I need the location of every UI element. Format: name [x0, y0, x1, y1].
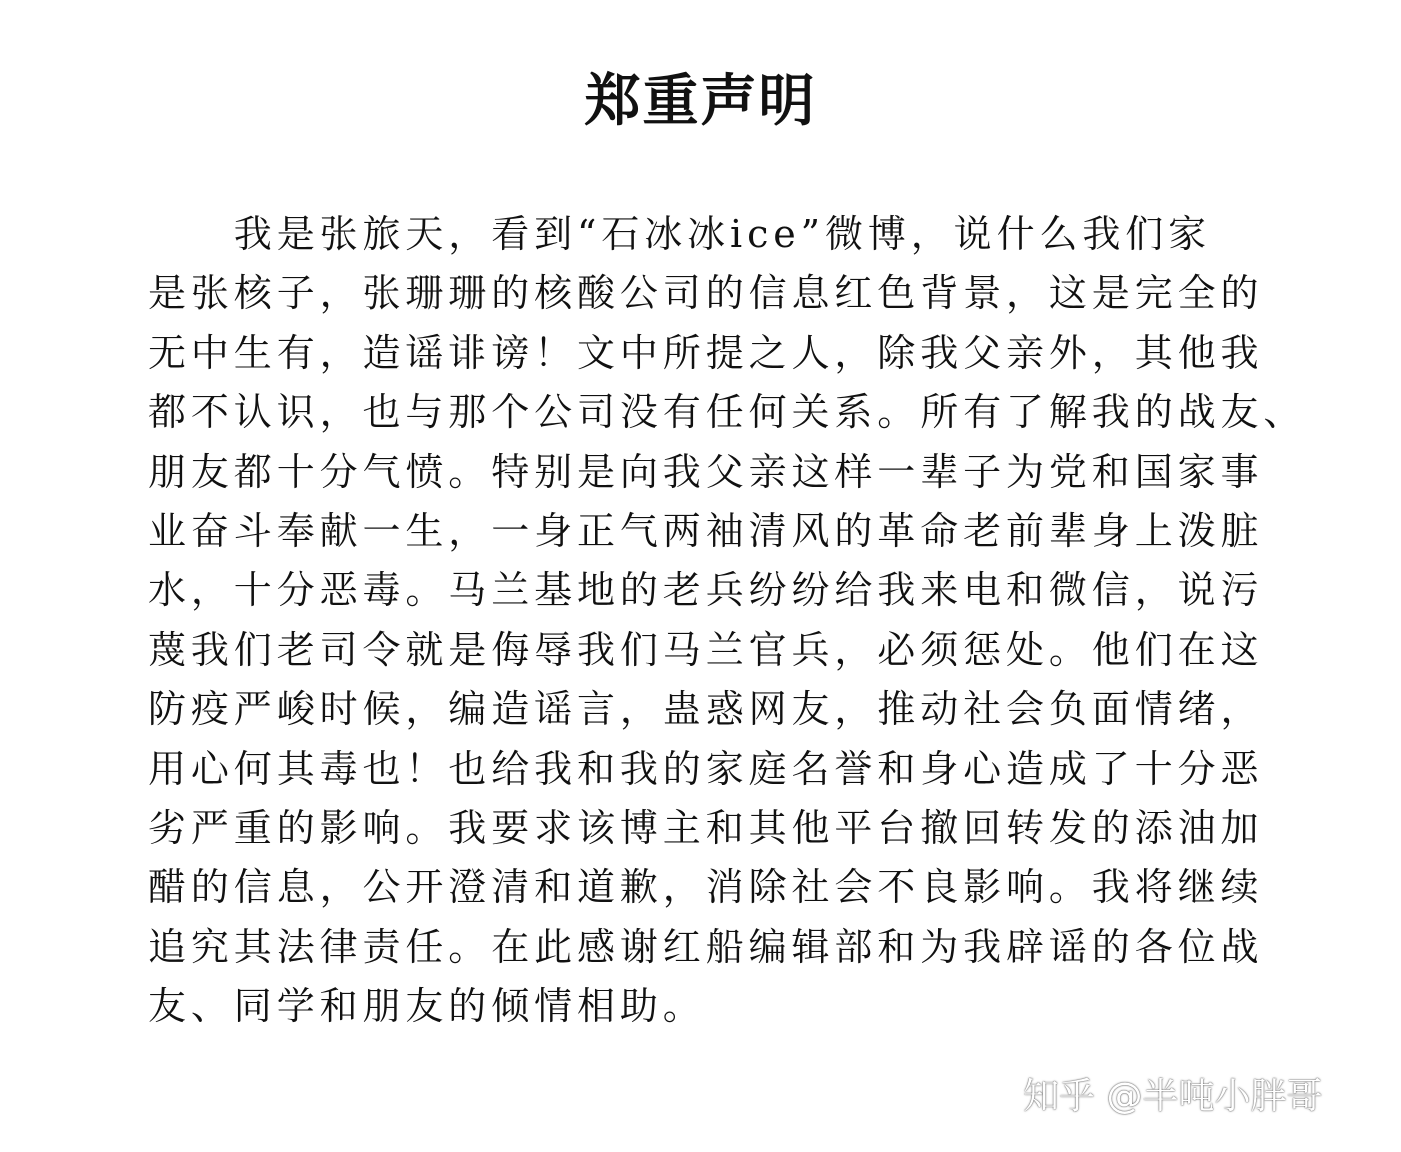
body-line: 水，十分恶毒。马兰基地的老兵纷纷给我来电和微信，说污	[148, 568, 1264, 613]
body-line: 无中生有，造谣诽谤！文中所提之人，除我父亲外，其他我	[148, 330, 1264, 375]
statement-body	[148, 205, 1307, 1036]
body-line: 追究其法律责任。在此感谢红船编辑部和为我辟谣的各位战	[148, 924, 1264, 969]
body-line: 醋的信息，公开澄清和道歉，消除社会不良影响。我将继续	[148, 865, 1264, 910]
body-line: 朋友都十分气愤。特别是向我父亲这样一辈子为党和国家事	[148, 449, 1264, 494]
body-line: 劣严重的影响。我要求该博主和其他平台撤回转发的添油加	[148, 805, 1264, 850]
body-line: 业奋斗奉献一生，一身正气两袖清风的革命老前辈身上泼脏	[148, 508, 1264, 553]
zhihu-watermark: 知乎 @半吨小胖哥	[1023, 1076, 1323, 1117]
body-line: 防疫严峻时候，编造谣言，蛊惑网友，推动社会负面情绪，	[148, 687, 1264, 732]
body-line: 都不认识，也与那个公司没有任何关系。所有了解我的战友、	[148, 390, 1307, 435]
body-line: 用心何其毒也！也给我和我的家庭名誉和身心造成了十分恶	[148, 746, 1264, 791]
document-title: 郑重声明	[584, 69, 817, 134]
body-line: 友、同学和朋友的倾情相助。	[148, 984, 706, 1029]
body-line: 是张核子，张珊珊的核酸公司的信息红色背景，这是完全的	[148, 271, 1264, 316]
body-line: 我是张旅天，看到“石冰冰ice”微博，说什么我们家	[148, 212, 1212, 256]
body-line: 蔑我们老司令就是侮辱我们马兰官兵，必须惩处。他们在这	[148, 627, 1264, 672]
